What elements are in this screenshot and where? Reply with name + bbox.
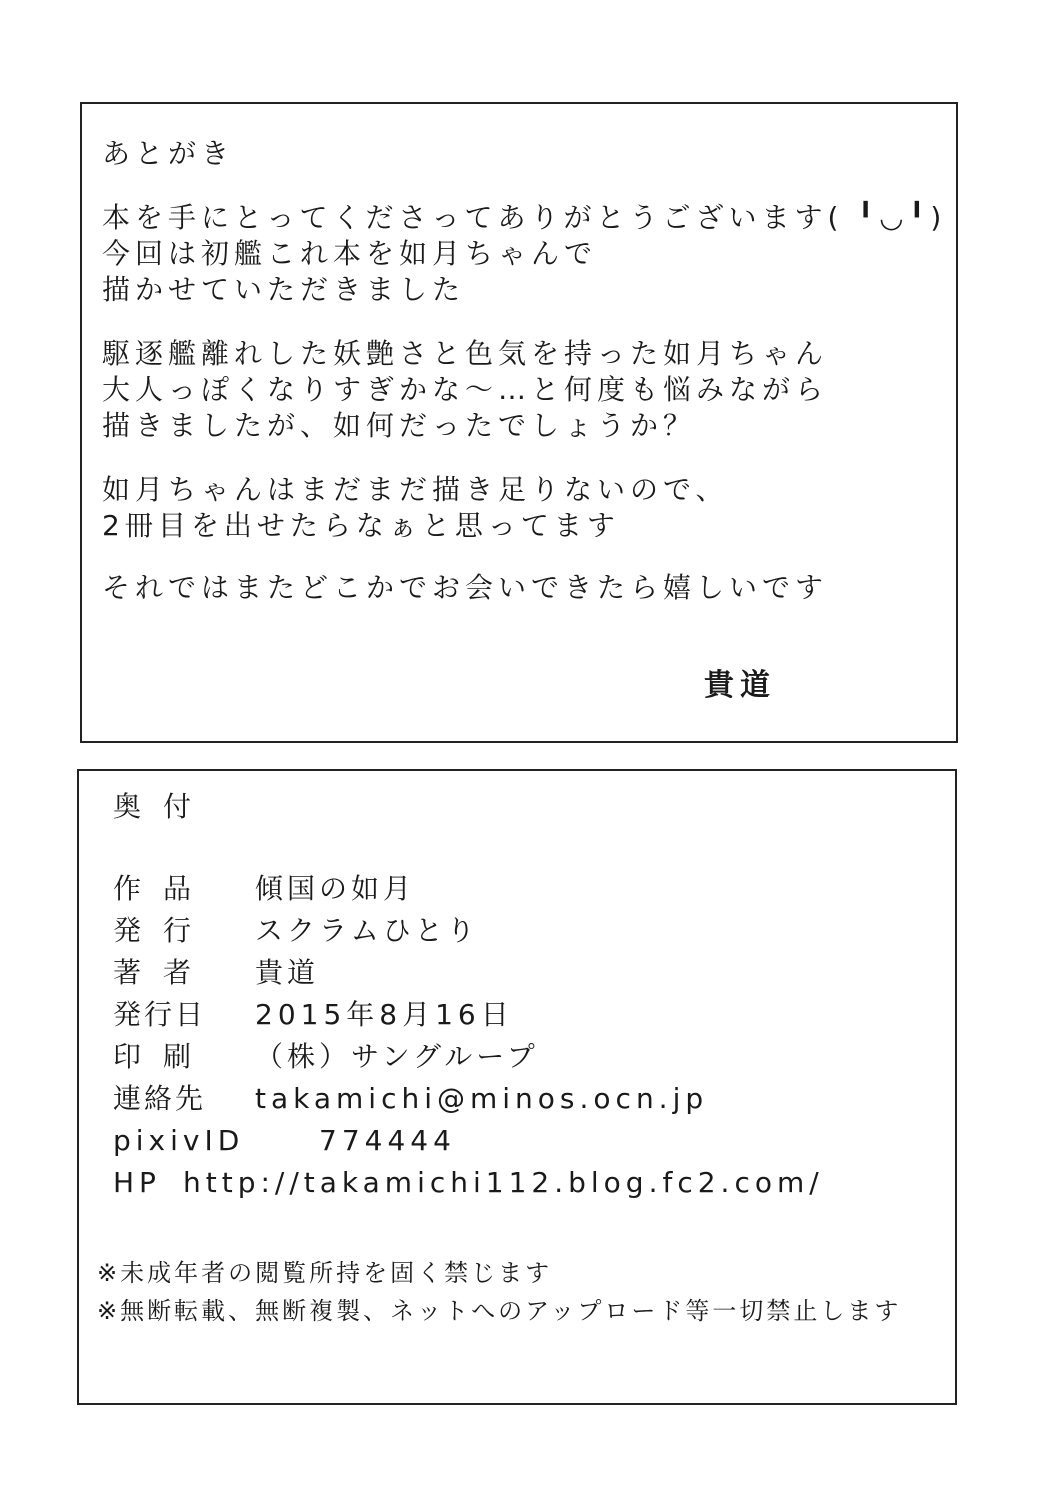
colophon-value-printer: （株）サングループ: [255, 1040, 539, 1073]
colophon-label-pixiv: pixivID: [113, 1124, 245, 1157]
afterword-line-7: 如月ちゃんはまだまだ描き足りないので、: [102, 473, 729, 506]
colophon-value-contact: takamichi@minos.ocn.jp: [255, 1082, 709, 1115]
afterword-line-2: 今回は初艦これ本を如月ちゃんで: [102, 237, 598, 270]
afterword-box: [80, 102, 958, 743]
colophon-title: 奥付: [113, 790, 214, 823]
colophon-value-publisher: スクラムひとり: [255, 914, 479, 947]
signature: 貴道: [704, 668, 776, 703]
colophon-label-author: 著者: [113, 956, 214, 989]
colophon-label-hp: HP: [113, 1166, 161, 1199]
afterword-line-4: 駆逐艦離れした妖艶さと色気を持った如月ちゃん: [102, 337, 829, 370]
colophon-label-publisher: 発行: [113, 914, 214, 947]
notice-minors: ※未成年者の閲覧所持を固く禁じます: [97, 1259, 553, 1287]
colophon-label-printer: 印刷: [113, 1040, 214, 1073]
colophon-value-author: 貴道: [255, 956, 320, 989]
afterword-line-9: それではまたどこかでお会いできたら嬉しいです: [102, 571, 829, 604]
afterword-line-8: 2冊目を出せたらなぁと思ってます: [102, 509, 620, 542]
afterword-line-3: 描かせていただきました: [102, 273, 466, 306]
colophon-box: [77, 769, 957, 1405]
afterword-line-6: 描きましたが、如何だったでしょうか？: [102, 409, 697, 442]
afterword-line-1: 本を手にとってくださってありがとうございます( ╹◡╹): [102, 201, 947, 234]
colophon-label-title: 作品: [113, 872, 214, 905]
afterword-title: あとがき: [102, 137, 235, 170]
colophon-value-pixiv: 774444: [319, 1124, 456, 1157]
colophon-value-hp: http://takamichi112.blog.fc2.com/: [183, 1166, 824, 1199]
colophon-label-date: 発行日: [113, 998, 207, 1031]
colophon-value-date: 2015年8月16日: [255, 998, 514, 1031]
colophon-label-contact: 連絡先: [113, 1082, 207, 1115]
notice-copyright: ※無断転載、無断複製、ネットへのアップロード等一切禁止します: [97, 1297, 902, 1325]
afterword-line-5: 大人っぽくなりすぎかな～…と何度も悩みながら: [102, 373, 829, 406]
colophon-value-title: 傾国の如月: [255, 872, 416, 905]
